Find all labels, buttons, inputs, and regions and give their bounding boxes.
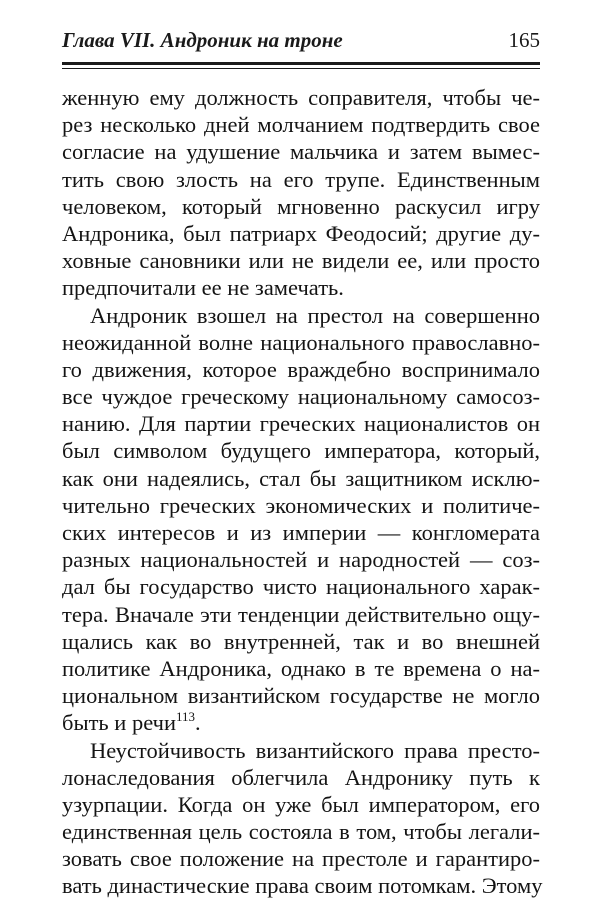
header-rule-thin: [62, 68, 540, 69]
text-line: лонаследования облегчила Андронику путь к: [62, 764, 540, 790]
text-line: зовать свое положение на престоле и гарантиро-: [62, 846, 540, 872]
text-line: ховные сановники или не видели ее, или просто: [62, 248, 540, 274]
text-line: щались как во внутренней, так и во внешней: [62, 628, 540, 654]
text-line: вать династические права своим потомкам. Этому: [62, 873, 543, 899]
text-line: Неустойчивость византийского права престо-: [90, 737, 540, 763]
text-line: неожиданной волне национального православно-: [62, 329, 540, 355]
text-line: рез несколько дней молчанием подтвердить свое: [62, 112, 540, 138]
header-rule-thick: [62, 62, 540, 65]
running-header: [62, 24, 540, 58]
text-line: предпочитали ее не замечать.: [62, 275, 344, 301]
text-line: как они надеялись, стал бы защитником исклю-: [62, 465, 540, 491]
text-line: женную ему должность соправителя, чтобы че-: [62, 85, 540, 110]
text-line: циональном византийском государстве не могло: [62, 683, 540, 709]
text-line: го движения, которое враждебно воспринимало: [62, 356, 540, 382]
text-line: Андроника, был патриарх Феодосий; другие ду-: [62, 220, 540, 246]
text-line: чительно греческих экономических и политиче-: [62, 492, 540, 518]
text-line: тить свою злость на его трупе. Единственным: [62, 166, 540, 192]
line-punctuation: .: [195, 710, 201, 736]
page-number: 165: [508, 28, 540, 52]
text-line: быть и речи: [62, 710, 176, 736]
text-line: все чуждое греческому национальному самосоз-: [62, 384, 540, 410]
body-text: [62, 84, 543, 900]
text-line-with-footnote: [62, 709, 540, 736]
text-line: тера. Вначале эти тенденции действительно ощу-: [62, 601, 540, 627]
text-line: узурпации. Когда он уже был императором, его: [62, 791, 540, 817]
text-line: политике Андроника, однако в те времена о на-: [62, 655, 540, 681]
text-line: разных национальностей и народностей — соз-: [62, 547, 540, 573]
text-line: ских интересов и из империи — конгломерата: [62, 520, 540, 545]
paragraph: [62, 302, 540, 737]
text-line: нанию. Для партии греческих националистов он: [62, 411, 540, 437]
text-line: единственная цель состояла в том, чтобы легали-: [62, 819, 540, 845]
paragraph: [62, 84, 540, 302]
text-line: согласие на удушение мальчика и затем вымес-: [62, 139, 540, 165]
paragraph: [62, 737, 543, 900]
text-line: был символом будущего императора, который,: [62, 438, 540, 464]
footnote-reference[interactable]: 113: [175, 709, 196, 725]
text-line: Андроник взошел на престол на совершенно: [90, 302, 540, 328]
chapter-title: Глава VII. Андроник на троне: [62, 28, 343, 52]
text-line: человеком, который мгновенно раскусил игру: [62, 193, 540, 219]
text-line: дал бы государство чисто национального харак-: [62, 574, 540, 600]
